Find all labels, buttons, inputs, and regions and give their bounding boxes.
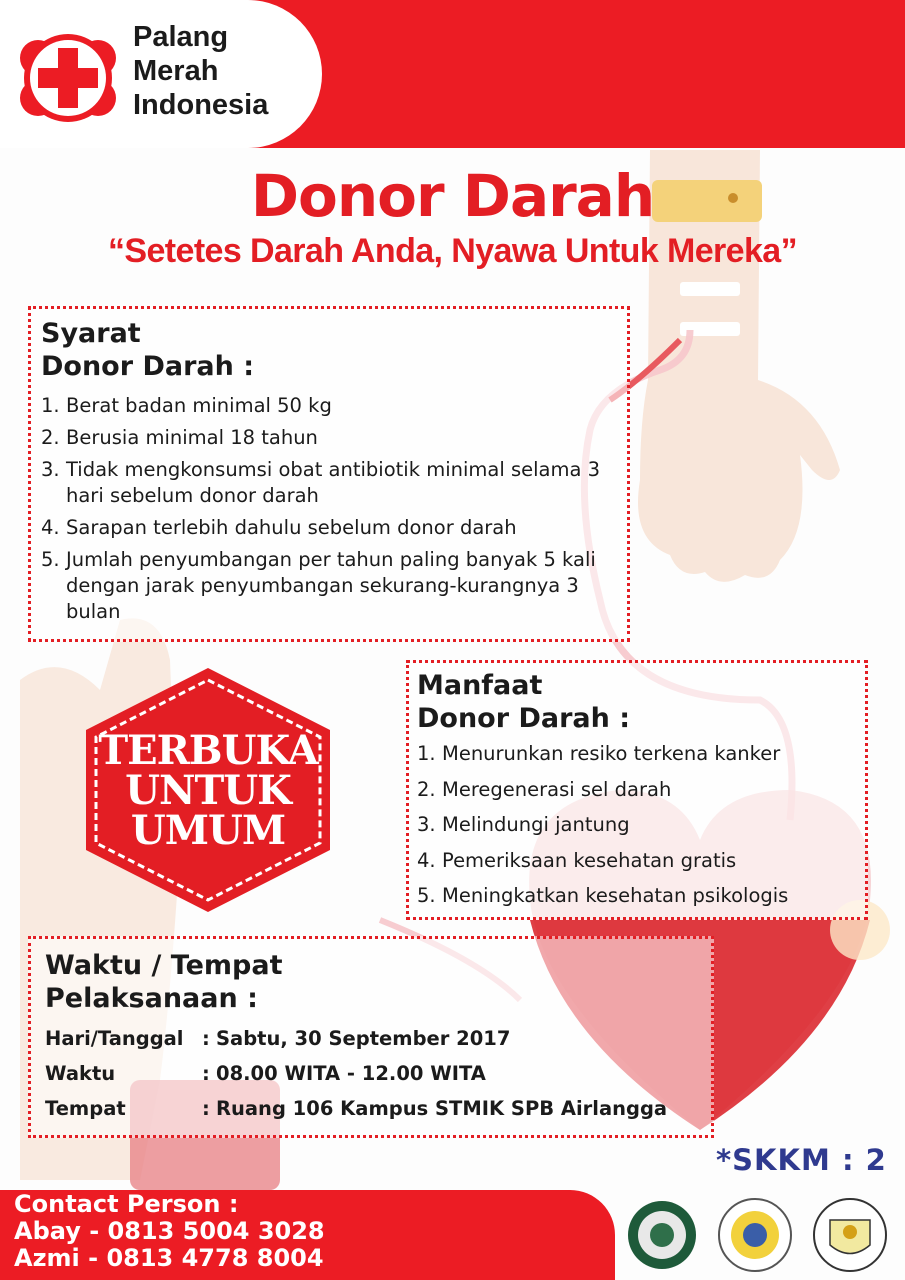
stmik-spb-logo-icon bbox=[814, 1199, 886, 1271]
manfaat-list bbox=[417, 741, 857, 909]
manfaat-item: 3. Melindungi jantung bbox=[417, 813, 630, 836]
syarat-title-line1: Syarat bbox=[41, 318, 141, 349]
student-union-logo-icon bbox=[719, 1199, 791, 1271]
detail-row-place: Tempat : Ruang 106 Kampus STMIK SPB Airlangga bbox=[45, 1097, 668, 1120]
contact-abay: Abay - 0813 5004 3028 bbox=[14, 1217, 325, 1245]
contact-azmi: Azmi - 0813 4778 8004 bbox=[14, 1244, 324, 1272]
slogan: “Setetes Darah Anda, Nyawa Untuk Mereka” bbox=[108, 232, 797, 270]
manfaat-item: 4. Pemeriksaan kesehatan gratis bbox=[417, 848, 737, 872]
badge-line3: UMUM bbox=[130, 807, 286, 854]
waktu-title-line1: Waktu / Tempat bbox=[45, 950, 283, 981]
syarat-list bbox=[41, 393, 617, 625]
detail-row-time: Waktu : 08.00 WITA - 12.00 WITA bbox=[45, 1062, 486, 1085]
syarat-item: 3. Tidak mengkonsumsi obat antibiotik minimal selama 3 hari sebelum donor darah bbox=[41, 458, 601, 507]
red-cross-logo-icon bbox=[20, 30, 116, 126]
detail-row-date: Hari/Tanggal : Sabtu, 30 September 2017 bbox=[45, 1027, 511, 1050]
footer-logos bbox=[620, 1190, 905, 1280]
page-title: Donor Darah bbox=[250, 162, 655, 230]
syarat-item: 5. Jumlah penyumbangan per tahun paling banyak 5 kali dengan jarak penyumbangan sekurang-kurangnya 3 bulan bbox=[41, 548, 596, 623]
campus-org-logo-icon bbox=[628, 1201, 696, 1269]
badge-line2: UNTUK bbox=[125, 767, 291, 814]
skkm-label: *SKKM : 2 bbox=[716, 1143, 887, 1177]
syarat-item: 4. Sarapan terlebih dahulu sebelum donor darah bbox=[41, 516, 517, 539]
manfaat-title-line2: Donor Darah : bbox=[417, 703, 631, 734]
manfaat-title-line1: Manfaat bbox=[417, 670, 543, 701]
waktu-box bbox=[28, 936, 714, 1138]
manfaat-box bbox=[406, 660, 868, 920]
manfaat-item: 5. Meningkatkan kesehatan psikologis bbox=[417, 884, 789, 907]
syarat-item: 1. Berat badan minimal 50 kg bbox=[41, 394, 332, 417]
syarat-title-line2: Donor Darah : bbox=[41, 351, 255, 382]
manfaat-item: 1. Menurunkan resiko terkena kanker bbox=[417, 742, 781, 765]
syarat-box bbox=[28, 306, 630, 642]
org-name: Palang Merah Indonesia bbox=[133, 21, 269, 121]
badge-line1: TERBUKA bbox=[98, 727, 318, 774]
contact-heading: Contact Person : bbox=[14, 1190, 239, 1218]
waktu-title-line2: Pelaksanaan : bbox=[45, 983, 258, 1014]
syarat-item: 2. Berusia minimal 18 tahun bbox=[41, 426, 318, 449]
manfaat-item: 2. Meregenerasi sel darah bbox=[417, 777, 672, 801]
